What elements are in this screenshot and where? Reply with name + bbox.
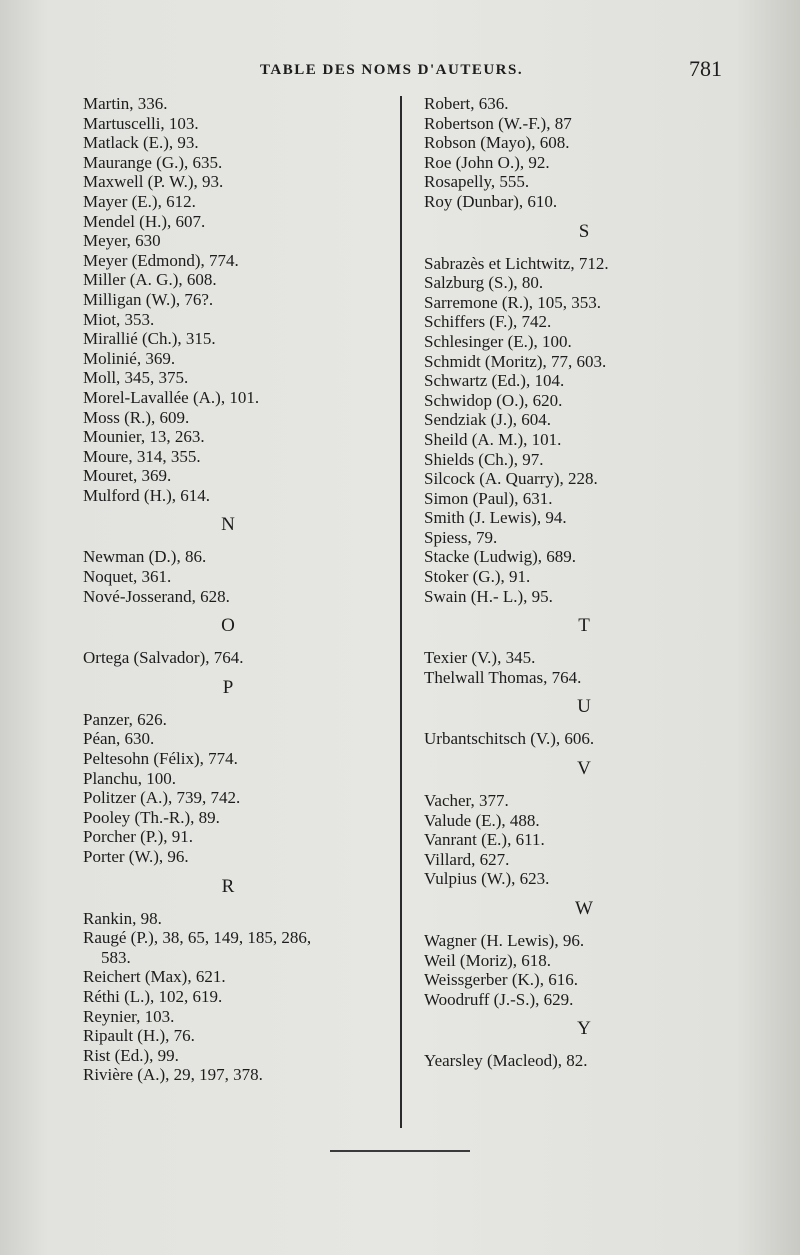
running-header: TABLE DES NOMS D'AUTEURS. — [260, 62, 524, 78]
index-entry: Morel-Lavallée (A.), 101. — [83, 387, 260, 407]
index-entry: Panzer, 626. — [83, 709, 167, 729]
index-entry: Stoker (G.), 91. — [424, 567, 531, 587]
index-entry: Matlack (E.), 93. — [83, 133, 199, 153]
group-y — [424, 1051, 724, 1071]
index-entry: Planchu, 100. — [83, 768, 177, 788]
index-entry: Shields (Ch.), 97. — [424, 449, 544, 469]
page-number: 781 — [689, 56, 722, 81]
index-entry: Schwartz (Ed.), 104. — [424, 371, 565, 391]
group-m — [83, 94, 393, 505]
group-p — [83, 710, 393, 867]
index-entry: Texier (V.), 345. — [424, 648, 536, 668]
index-entry: Mounier, 13, 263. — [83, 427, 205, 447]
index-entry: Moll, 345, 375. — [83, 368, 189, 388]
group-w — [424, 931, 724, 1009]
index-entry: Moure, 314, 355. — [83, 446, 201, 466]
index-entry: Weil (Moriz), 618. — [424, 950, 552, 970]
group-v — [424, 791, 724, 889]
section-letter-u: U — [577, 696, 591, 718]
index-entry: Pooley (Th.-R.), 89. — [83, 807, 220, 827]
left-column — [83, 94, 393, 1085]
index-entry: Milligan (W.), 76?. — [83, 289, 214, 309]
index-entry: Mirallié (Ch.), 315. — [83, 329, 216, 349]
index-entry: Valude (E.), 488. — [424, 810, 540, 830]
index-entry: Maurange (G.), 635. — [83, 152, 223, 172]
index-entry: Robert, 636. — [424, 94, 509, 113]
section-letter-r: R — [221, 875, 235, 897]
index-entry: Simon (Paul), 631. — [424, 488, 553, 508]
section-letter-t: T — [578, 615, 590, 637]
index-entry: Reynier, 103. — [83, 1006, 175, 1026]
index-entry: Thelwall Thomas, 764. — [424, 667, 582, 687]
right-column — [424, 94, 724, 1071]
group-o — [83, 648, 393, 668]
index-entry: Schwidop (O.), 620. — [424, 390, 563, 410]
index-entry: Vulpius (W.), 623. — [424, 869, 550, 889]
index-entry: Salzburg (S.), 80. — [424, 273, 544, 293]
index-entry: Robson (Mayo), 608. — [424, 133, 570, 153]
index-entry: Raugé (P.), 38, 65, 149, 185, 286, — [83, 928, 312, 948]
index-entry: Réthi (L.), 102, 619. — [83, 986, 223, 1006]
index-entry: Vanrant (E.), 611. — [424, 830, 545, 850]
index-entry: Molinié, 369. — [83, 348, 176, 368]
section-letter-o: O — [221, 615, 235, 637]
index-entry: Péan, 630. — [83, 729, 155, 749]
index-entry: Swain (H.- L.), 95. — [424, 586, 553, 606]
index-entry: Nové-Josserand, 628. — [83, 586, 230, 606]
index-entry: Mendel (H.), 607. — [83, 211, 206, 231]
index-entry: Reichert (Max), 621. — [83, 967, 226, 987]
index-entry: Robertson (W.-F.), 87 — [424, 113, 572, 133]
index-entry: Rosapelly, 555. — [424, 172, 530, 192]
section-letter-n: N — [221, 514, 235, 536]
index-entry: Miot, 353. — [83, 309, 155, 329]
index-entry: Villard, 627. — [424, 849, 510, 869]
index-entry: Porter (W.), 96. — [83, 847, 189, 866]
index-entry: Politzer (A.), 739, 742. — [83, 788, 241, 808]
index-entry: Maxwell (P. W.), 93. — [83, 172, 224, 192]
index-entry: Meyer, 630 — [83, 231, 161, 251]
section-letter-y: Y — [577, 1018, 591, 1040]
index-entry: Moss (R.), 609. — [83, 407, 190, 427]
index-entry: Meyer (Edmond), 774. — [83, 250, 239, 270]
index-entry: Mayer (E.), 612. — [83, 191, 196, 211]
index-entry: Noquet, 361. — [83, 567, 172, 587]
index-entry: Stacke (Ludwig), 689. — [424, 547, 577, 567]
section-letter-v: V — [577, 758, 591, 780]
index-entry: Martin, 336. — [83, 94, 168, 113]
index-entry: Smith (J. Lewis), 94. — [424, 508, 567, 528]
index-entry: Weissgerber (K.), 616. — [424, 970, 578, 990]
section-letter-p: P — [222, 676, 234, 698]
index-entry: Mulford (H.), 614. — [83, 485, 211, 505]
index-entry: Vacher, 377. — [424, 791, 509, 811]
group-r — [83, 909, 393, 1085]
index-entry: Roy (Dunbar), 610. — [424, 191, 558, 211]
column-divider — [400, 96, 402, 1128]
group-u — [424, 729, 724, 749]
index-entry: Urbantschitsch (V.), 606. — [424, 729, 595, 749]
index-entry: Rist (Ed.), 99. — [83, 1045, 179, 1065]
index-entry: Sendziak (J.), 604. — [424, 410, 552, 430]
index-entry: Newman (D.), 86. — [83, 547, 207, 567]
section-letter-s: S — [578, 220, 590, 242]
section-letter-w: W — [575, 898, 593, 919]
index-entry: Silcock (A. Quarry), 228. — [424, 469, 598, 489]
index-entry: Ortega (Salvador), 764. — [83, 648, 244, 668]
index-entry-continuation: 583. — [101, 947, 131, 967]
index-entry: Mouret, 369. — [83, 466, 172, 486]
index-entry: Sarremone (R.), 105, 353. — [424, 292, 602, 312]
index-entry: Miller (A. G.), 608. — [83, 270, 217, 290]
index-entry: Schlesinger (E.), 100. — [424, 331, 572, 351]
index-entry: Martuscelli, 103. — [83, 113, 199, 133]
group-t — [424, 648, 724, 687]
index-entry: Ripault (H.), 76. — [83, 1026, 195, 1046]
bottom-rule — [330, 1150, 470, 1152]
index-entry: Schmidt (Moritz), 77, 603. — [424, 351, 607, 371]
index-entry: Yearsley (Macleod), 82. — [424, 1051, 588, 1071]
index-entry: Spiess, 79. — [424, 527, 498, 547]
index-entry: Roe (John O.), 92. — [424, 152, 550, 172]
index-entry: Woodruff (J.-S.), 629. — [424, 989, 574, 1009]
index-entry: Rankin, 98. — [83, 908, 162, 928]
index-entry: Schiffers (F.), 742. — [424, 312, 552, 332]
index-entry: Rivière (A.), 29, 197, 378. — [83, 1065, 263, 1085]
index-entry: Porcher (P.), 91. — [83, 827, 194, 847]
index-entry: Sabrazès et Lichtwitz, 712. — [424, 253, 609, 273]
group-s — [424, 254, 724, 607]
index-entry: Sheild (A. M.), 101. — [424, 429, 562, 449]
index-entry: Wagner (H. Lewis), 96. — [424, 931, 585, 950]
index-entry: Peltesohn (Félix), 774. — [83, 749, 238, 769]
group-n — [83, 547, 393, 606]
group-r-cont — [424, 94, 724, 212]
